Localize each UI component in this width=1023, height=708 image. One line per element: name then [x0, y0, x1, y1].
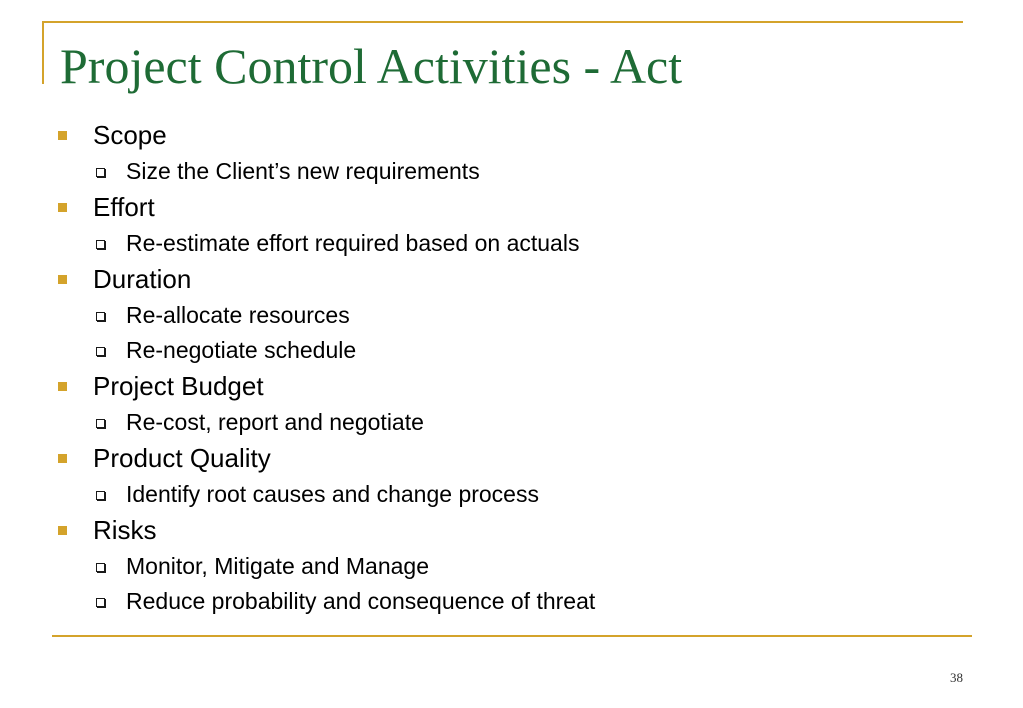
bullet-list — [0, 118, 1023, 620]
bullet-item-product-quality — [0, 441, 1023, 478]
hollow-square-bullet-icon — [96, 491, 105, 500]
frame-bottom-rule — [52, 635, 972, 637]
hollow-square-bullet-icon — [96, 168, 105, 177]
hollow-square-bullet-icon — [96, 563, 105, 572]
sub-bullet-label: Size the Client’s new requirements — [126, 158, 480, 184]
square-bullet-icon — [58, 382, 67, 391]
square-bullet-icon — [58, 454, 67, 463]
hollow-square-bullet-icon — [96, 598, 105, 607]
bullet-item-project-budget — [0, 369, 1023, 406]
bullet-item-duration — [0, 262, 1023, 299]
sub-bullet-label: Identify root causes and change process — [126, 481, 539, 507]
hollow-square-bullet-icon — [96, 347, 105, 356]
sub-bullet-label: Re-allocate resources — [126, 302, 350, 328]
bullet-item-effort — [0, 190, 1023, 227]
bullet-label: Product Quality — [93, 443, 271, 473]
page-number: 38 — [950, 670, 963, 685]
sub-bullet-item — [0, 478, 1023, 513]
bullet-item-risks — [0, 513, 1023, 550]
sub-bullet-item — [0, 550, 1023, 585]
sub-bullet-item — [0, 227, 1023, 262]
bullet-label: Duration — [93, 264, 192, 294]
sub-bullet-item — [0, 585, 1023, 620]
square-bullet-icon — [58, 203, 67, 212]
bullet-label: Project Budget — [93, 371, 264, 401]
frame-top-rule — [42, 21, 963, 23]
square-bullet-icon — [58, 526, 67, 535]
bullet-label: Effort — [93, 192, 155, 222]
square-bullet-icon — [58, 131, 67, 140]
sub-bullet-label: Reduce probability and consequence of threat — [126, 588, 596, 614]
slide-title: Project Control Activities - Act — [60, 38, 683, 94]
sub-bullet-label: Re-negotiate schedule — [126, 337, 357, 363]
frame-left-rule — [42, 21, 44, 84]
bullet-label: Risks — [93, 515, 157, 545]
sub-bullet-label: Monitor, Mitigate and Manage — [126, 553, 430, 579]
bullet-label: Scope — [93, 120, 167, 150]
hollow-square-bullet-icon — [96, 312, 105, 321]
hollow-square-bullet-icon — [96, 240, 105, 249]
hollow-square-bullet-icon — [96, 419, 105, 428]
sub-bullet-item — [0, 406, 1023, 441]
sub-bullet-item — [0, 155, 1023, 190]
square-bullet-icon — [58, 275, 67, 284]
sub-bullet-label: Re-estimate effort required based on actuals — [126, 230, 580, 256]
bullet-item-scope — [0, 118, 1023, 155]
sub-bullet-item — [0, 299, 1023, 334]
sub-bullet-label: Re-cost, report and negotiate — [126, 409, 424, 435]
sub-bullet-item — [0, 334, 1023, 369]
